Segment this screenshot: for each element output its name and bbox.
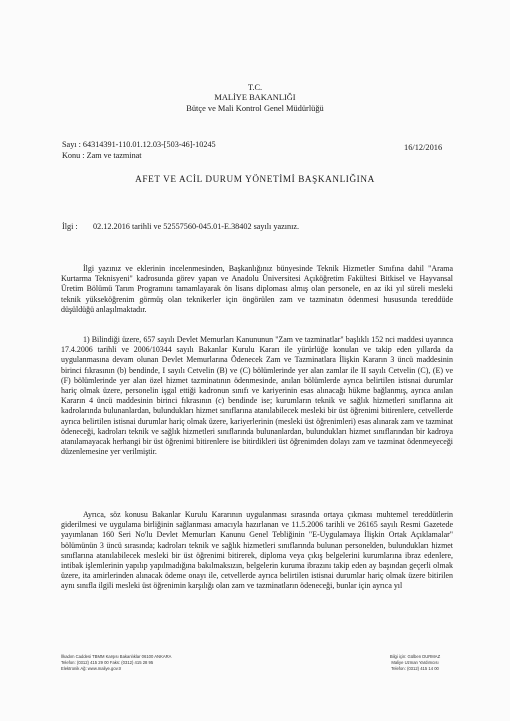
reference-line xyxy=(62,222,299,231)
paragraph-text: Ayrıca, söz konusu Bakanlar Kurulu Kararının uygulanması sırasında ortaya çıkması muhtemel tereddütlerin giderilmesi ve uygulama birliğinin sağlanması amacıyla hazırlanan ve 11.5.2006 tarihli ve 26165 sayılı Resmi Gazetede yayımlanan 160 Seri No'lu Devlet Memurları Kanunu Genel Tebliğinin "E-Uygulamaya İlişkin Ortak Açıklamalar" bölümünün 3 üncü sırasında; kadroları teknik ve sağlık hizmetleri sınıflarında bulunan personelden, bulundukları hizmet sınıflarına atanılabilecek mesleki bir üst öğrenimi bitirerek, diploma veya çıkış belgelerini kurumlarına ibraz edenlere, intibak işlemlerinin yapılıp yapılmadığına bakılmaksızın, belgelerin kuruma ibrazını takip eden ay başından geçerli olmak üzere, ita amirlerinden alınacak ödeme onayı ile, cetvellerde ayrıca belirtilen istisnai durumlar hariç olmak üzere bitirilen aynı sınıfla ilgili mesleki üst öğrenimin karşılığı olan zam ve tazminatların ödeneceği, bunlar için ayrıca yıl xyxy=(61,510,453,591)
document-subject: Konu : Zam ve tazminat xyxy=(62,151,142,160)
footer-address-line: İlkadım Caddesi TBMM Karşısı Bakanlıklar 06100 ANKARA xyxy=(61,654,172,659)
footer-contact-title: Maliye Uzman Yardımcısı xyxy=(391,660,439,665)
footer-web-link[interactable]: Elektronik Ağ: www.maliye.gov.tr xyxy=(61,666,122,671)
footer-contact-name: Bilgi için: Gülben DURMAZ xyxy=(389,654,441,659)
addressee: AFET VE ACİL DURUM YÖNETİMİ BAŞKANLIĞINA xyxy=(135,174,375,184)
reference-text: 02.12.2016 tarihli ve 52557560-045.01-E.38402 sayılı yazınız. xyxy=(93,222,300,231)
body-paragraph-2 xyxy=(61,335,453,457)
header-ministry: MALİYE BAKANLIĞI xyxy=(214,93,296,102)
header-directorate: Bütçe ve Mali Kontrol Genel Müdürlüğü xyxy=(186,104,324,113)
paragraph-text: İlgi yazınız ve eklerinin incelenmesinden, Başkanlığınız bünyesinde Teknik Hizmetler Sınıfına dahil "Arama Kurtarma Teknisyeni" kadrosunda görev yapan ve Anadolu Üniversitesi Açıköğretim Fakültesi Bitkisel ve Hayvansal Üretim Bölümü Tarım Programını tamamlayarak ön lisans diploması almış olan personele, en az iki yıl süreli mesleki teknik yükseköğrenim görmüş olan teknikerler için öngörülen zam ve tazminatın ödenmesi hususunda tereddüde düşüldüğü anlaşılmaktadır. xyxy=(61,264,453,314)
footer-contact xyxy=(370,654,460,672)
document-date: 16/12/2016 xyxy=(404,143,443,152)
footer-address xyxy=(61,654,171,672)
reference-label: İlgi : xyxy=(62,222,78,231)
body-paragraph-3 xyxy=(61,510,453,592)
footer-phone-line: Telefon: (0312) 415 29 00 Faks: (0312) 415 28 95 xyxy=(61,660,154,665)
body-paragraph-1 xyxy=(61,264,453,315)
header-tc: T.C. xyxy=(247,83,263,92)
document-number: Sayı : 64314391-110.01.12.03-[503-46]-10245 xyxy=(62,140,216,149)
footer-contact-phone: Telefon: (0312) 415 14 00 xyxy=(391,666,439,671)
paragraph-text: 1) Bilindiği üzere, 657 sayılı Devlet Memurları Kanununun "Zam ve tazminatlar" başlıklı 152 nci maddesi uyarınca 17.4.2006 tarihli ve 2006/10344 sayılı Bakanlar Kurulu Kararı ile yürürlüğe konulan ve takip eden yıllarda da uygulanmasına devam olunan Devlet Memurlarına Ödenecek Zam ve Tazminatlara İlişkin Kararın 3 üncü maddesinin birinci fıkrasının (b) bendinde, I sayılı Cetvelin (B) ve (C) bölümlerinde yer alan zamlar ile II sayılı Cetvelin (C), (E) ve (F) bölümlerinde yer alan özel hizmet tazminatının ödenmesinde, anılan bölümlerde ayrıca belirtilen istisnai durumlar hariç olmak üzere, personelin işgal ettiği kadronun sınıfı ve kariyerinin esas alınacağı hükme bağlanmış, ayrıca anılan Kararın 4 üncü maddesinin birinci fıkrasının (c) bendinde ise; kurumların teknik ve sağlık hizmetleri sınıflarına ait kadrolarında bulunanlardan, bulundukları hizmet sınıflarına atanılabilecek mesleki bir üst öğrenimi bitirenlere, cetvellerde ayrıca belirtilen istisnai durumlar hariç olmak üzere, kariyerlerinin (mesleki üst öğrenimleri) esas alınarak zam ve tazminat ödeneceği, kadroları teknik ve sağlık hizmetleri sınıflarında bulunanlardan, bulundukları hizmet sınıflarından bir kadroya atanılamayacak herhangi bir üst öğrenimi bitirenlere ise bitirdikleri üst öğrenimden dolayı zam ve tazminat ödenmeyeceği düzenlemesine yer verilmiştir. xyxy=(61,335,453,457)
